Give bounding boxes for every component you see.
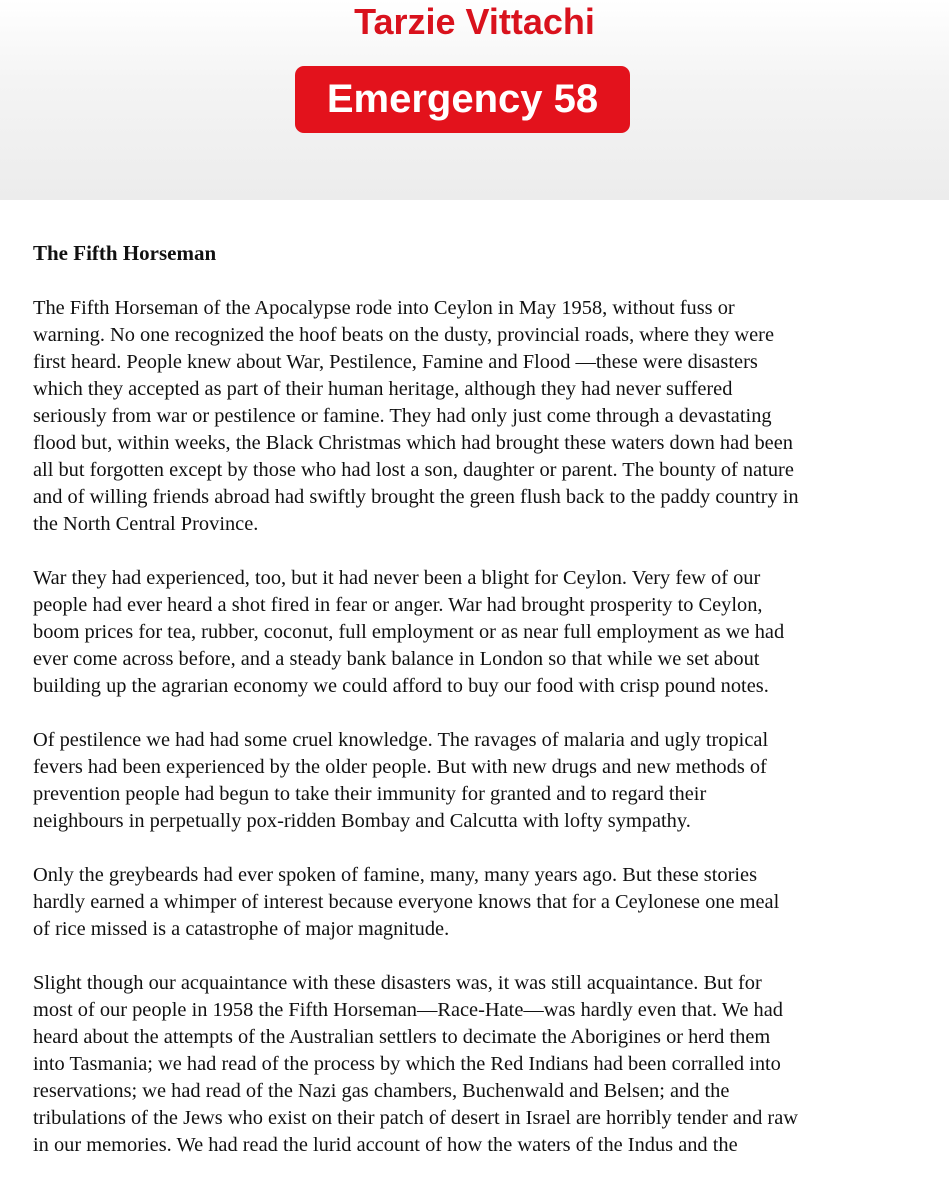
text-line: flood but, within weeks, the Black Christmas which had brought these waters down had been xyxy=(33,432,793,454)
text-line: War they had experienced, too, but it had never been a blight for Ceylon. Very few of our xyxy=(33,567,761,589)
text-line: boom prices for tea, rubber, coconut, full employment or as near full employment as we had xyxy=(33,621,785,643)
text-line: Slight though our acquaintance with these disasters was, it was still acquaintance. But for xyxy=(33,972,762,994)
text-line: neighbours in perpetually pox-ridden Bombay and Calcutta with lofty sympathy. xyxy=(33,810,691,832)
paragraph-list xyxy=(33,295,941,1159)
text-line: tribulations of the Jews who exist on their patch of desert in Israel are horribly tender and raw xyxy=(33,1107,798,1129)
text-line: all but forgotten except by those who had lost a son, daughter or parent. The bounty of nature xyxy=(33,459,794,481)
text-line: and of willing friends abroad had swiftly brought the green flush back to the paddy country in xyxy=(33,486,799,508)
paragraph xyxy=(33,295,941,538)
paragraph xyxy=(33,565,941,700)
text-line: Of pestilence we had had some cruel knowledge. The ravages of malaria and ugly tropical xyxy=(33,729,769,751)
page-body xyxy=(33,238,941,1186)
author-name: Tarzie Vittachi xyxy=(354,1,595,42)
header-banner xyxy=(0,0,949,200)
text-line: prevention people had begun to take their immunity for granted and to regard their xyxy=(33,783,707,805)
text-line: people had ever heard a shot fired in fear or anger. War had brought prosperity to Ceylon, xyxy=(33,594,763,616)
text-line: fevers had been experienced by the older people. But with new drugs and new methods of xyxy=(33,756,767,778)
text-line: reservations; we had read of the Nazi gas chambers, Buchenwald and Belsen; and the xyxy=(33,1080,730,1102)
text-line: warning. No one recognized the hoof beats on the dusty, provincial roads, where they were xyxy=(33,324,774,346)
text-line: first heard. People knew about War, Pestilence, Famine and Flood —these were disasters xyxy=(33,351,758,373)
text-line: the North Central Province. xyxy=(33,513,259,535)
text-line: Only the greybeards had ever spoken of famine, many, many years ago. But these stories xyxy=(33,864,758,886)
text-line: in our memories. We had read the lurid account of how the waters of the Indus and the xyxy=(33,1134,738,1156)
text-line: of rice missed is a catastrophe of major magnitude. xyxy=(33,918,450,940)
text-line: The Fifth Horseman of the Apocalypse rode into Ceylon in May 1958, without fuss or xyxy=(33,297,735,319)
paragraph xyxy=(33,862,941,943)
text-line: most of our people in 1958 the Fifth Horseman—Race-Hate—was hardly even that. We had xyxy=(33,999,783,1021)
paragraph xyxy=(33,970,941,1159)
paragraph xyxy=(33,727,941,835)
chapter-title: The Fifth Horseman xyxy=(33,241,217,265)
book-title-badge: Emergency 58 xyxy=(295,66,630,133)
text-line: heard about the attempts of the Australian settlers to decimate the Aborigines or herd them xyxy=(33,1026,771,1048)
text-line: building up the agrarian economy we could afford to buy our food with crisp pound notes. xyxy=(33,675,769,697)
text-line: into Tasmania; we had read of the process by which the Red Indians had been corralled into xyxy=(33,1053,781,1075)
text-line: seriously from war or pestilence or famine. They had only just come through a devastating xyxy=(33,405,772,427)
text-line: ever come across before, and a steady bank balance in London so that while we set about xyxy=(33,648,760,670)
text-line: which they accepted as part of their human heritage, although they had never suffered xyxy=(33,378,733,400)
text-line: hardly earned a whimper of interest because everyone knows that for a Ceylonese one meal xyxy=(33,891,780,913)
